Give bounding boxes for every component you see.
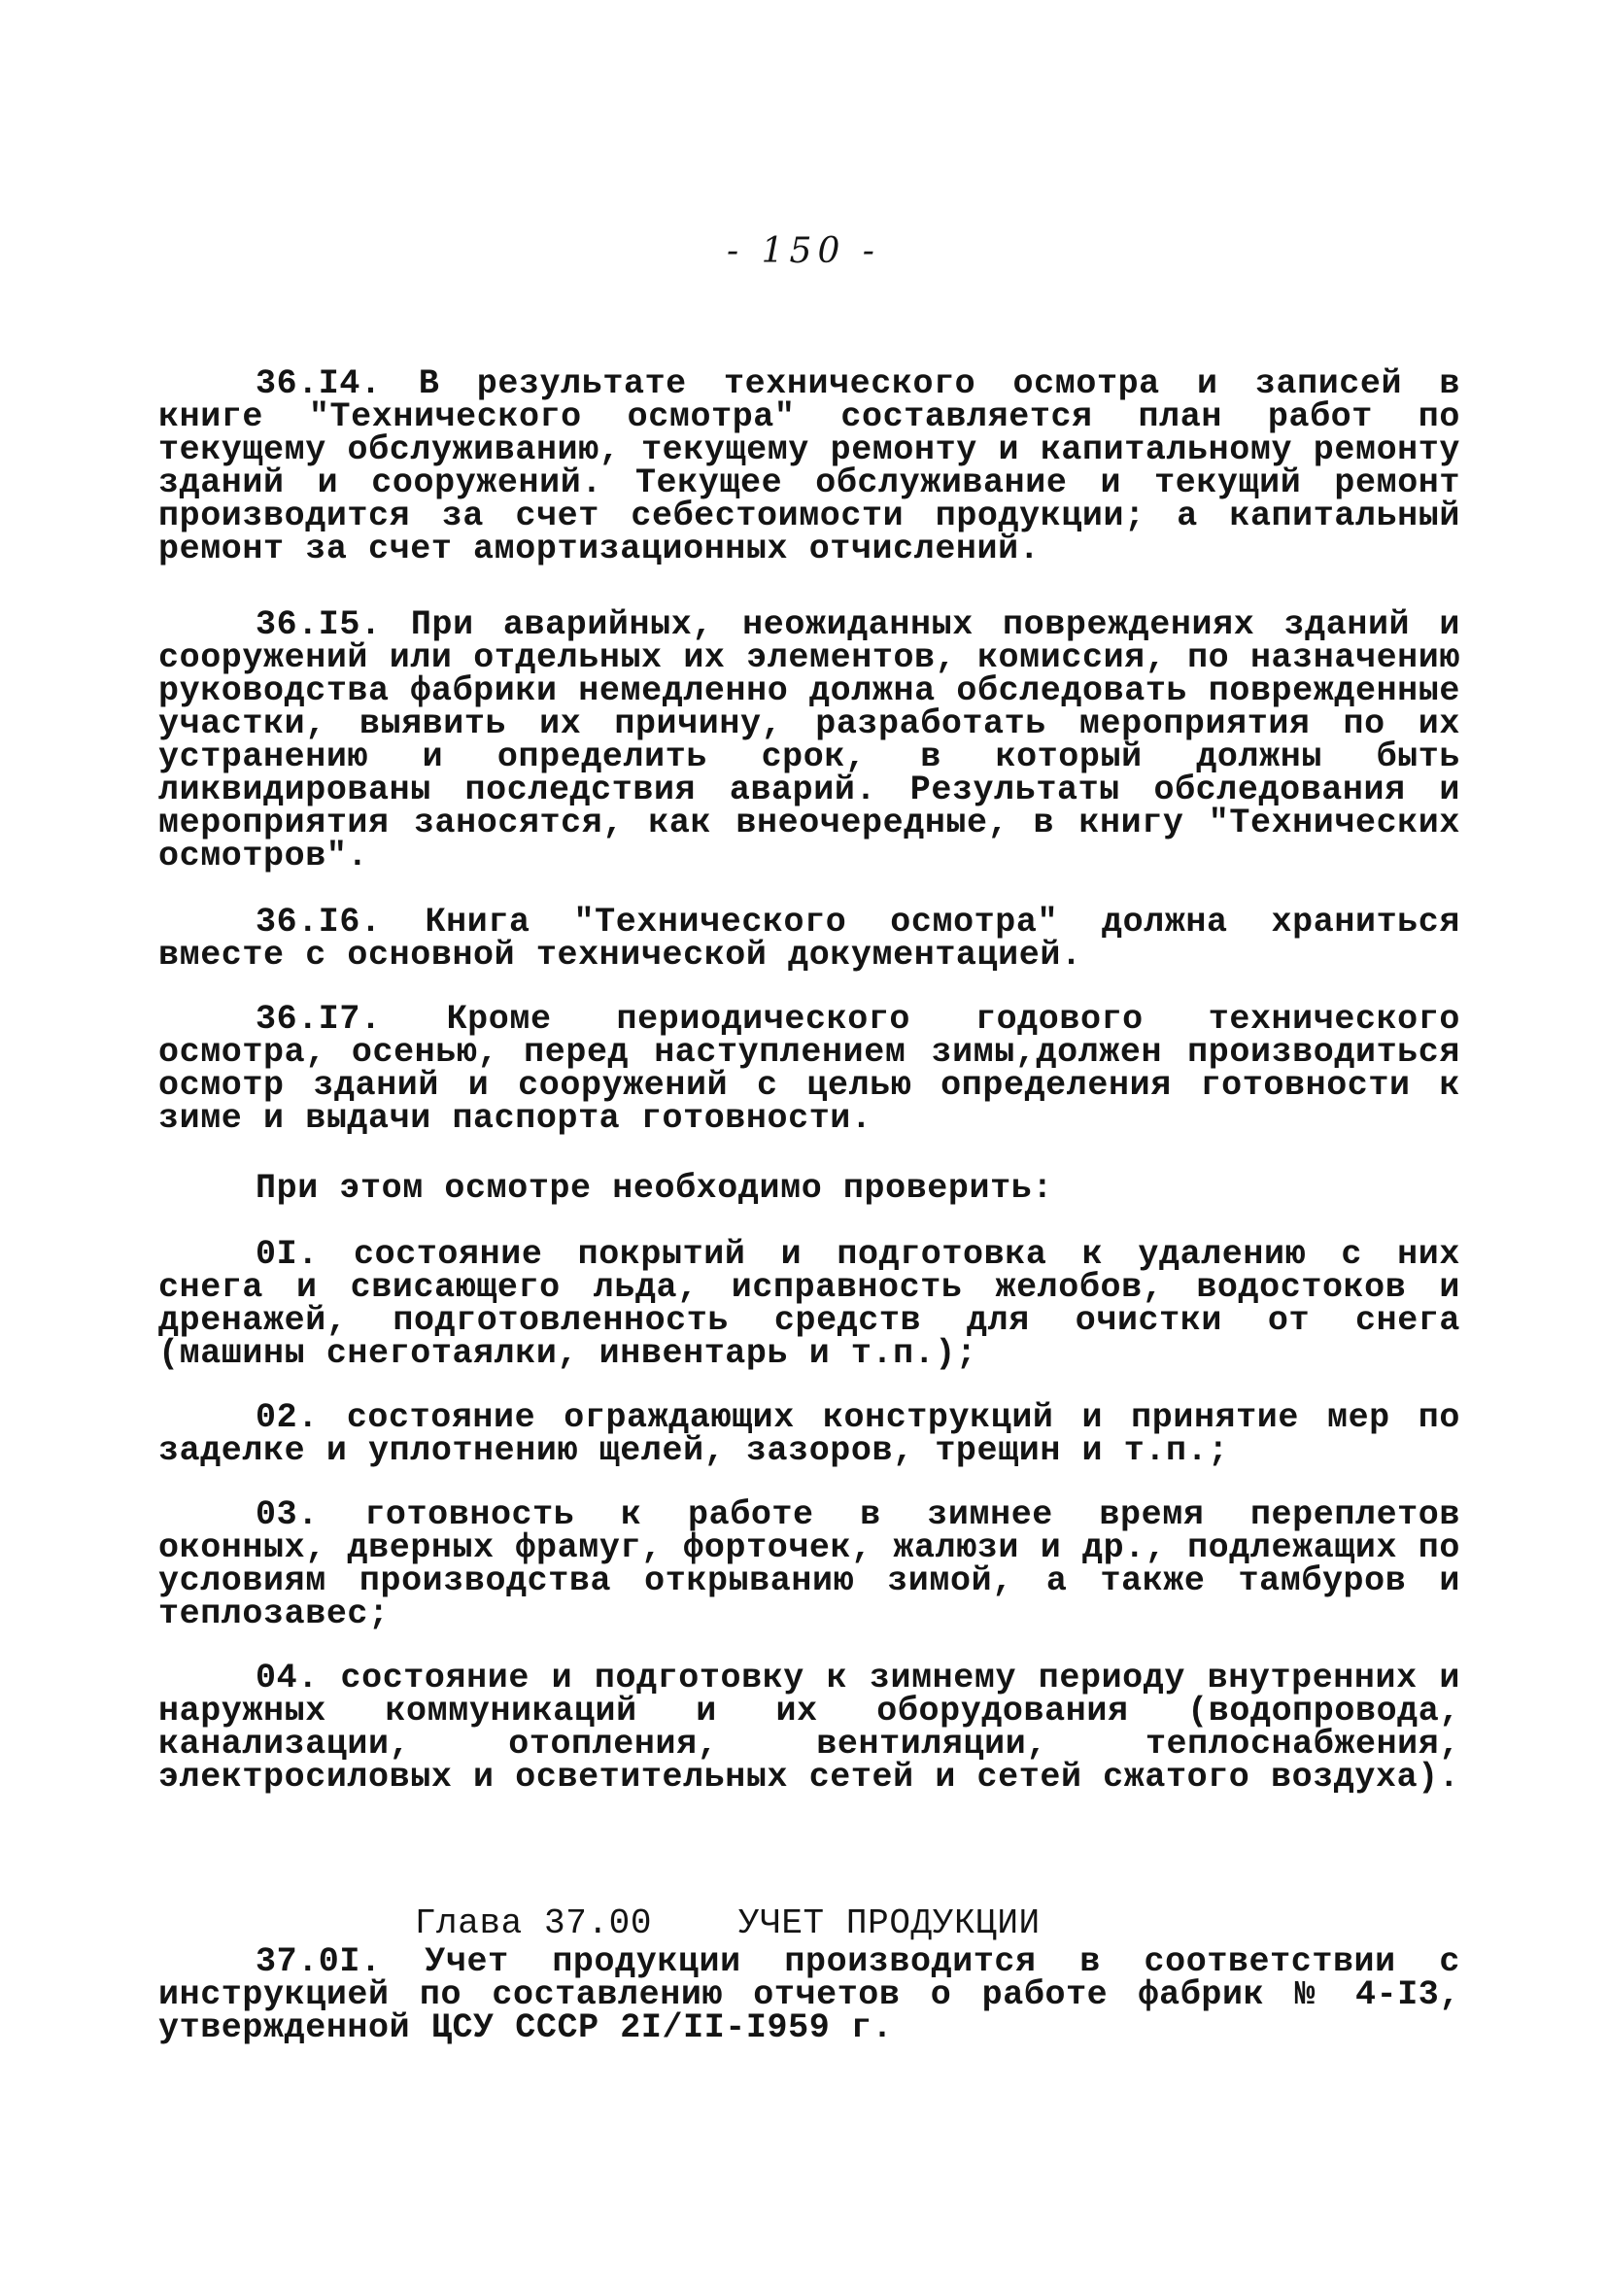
paragraph-36-16: 36.I6. Книга "Технического осмотра" должна храниться вместе с основной технической документацией. <box>158 903 1460 975</box>
paragraph-36-15: 36.I5. При аварийных, неожиданных повреждениях зданий и сооружений или отдельных их элементов, комиссия, по назначению руководства фабрики немедленно должна обследовать поврежденные участки, выявить их причину, разработать мероприятия по их устранению и определить срок, в который должны быть ликвидированы последствия аварий. Результаты обследования и мероприятия заносятся, как внеочередные, в книгу "Технических осмотров". <box>158 605 1460 875</box>
chapter-spacer <box>652 1903 738 1943</box>
chapter-title: УЧЕТ ПРОДУКЦИИ <box>737 1903 1041 1943</box>
list-item-01: 0I. состояние покрытий и подготовка к удалению с них снега и свисающего льда, исправность желобов, водостоков и дренажей, подготовленность средств для очистки от снега (машины снеготаялки, инвентарь и т.п.); <box>158 1235 1460 1373</box>
chapter-number: Глава 37.00 <box>414 1903 653 1943</box>
paragraph-37-01: 37.0I. Учет продукции производится в соответствии с инструкцией по составлению отчетов о работе фабрик № 4-I3, утвержденной ЦСУ СССР 2I/II-I959 г. <box>158 1942 1460 2047</box>
list-item-04: 04. состояние и подготовку к зимнему периоду внутренних и наружных коммуникаций и их оборудования (водопровода, канализации, отопления, вентиляции, теплоснабжения, электросиловых и осветительных сетей и сетей сжатого воздуха). <box>158 1659 1460 1797</box>
paragraph-36-17: 36.I7. Кроме периодического годового технического осмотра, осенью, перед наступлением зимы,должен производиться осмотр зданий и сооружений с целью определения готовности к зиме и выдачи паспорта готовности. <box>158 1000 1460 1138</box>
paragraph-36-14: 36.I4. В результате технического осмотра и записей в книге "Технического осмотра" составляется план работ по текущему обслуживанию, текущему ремонту и капитальному ремонту зданий и сооружений. Текущее обслуживание и текущий ремонт производится за счет себестоимости продукции; а капитальный ремонт за счет амортизационных отчислений. <box>158 364 1460 568</box>
page-number: - 150 - <box>727 231 880 271</box>
list-item-03: 03. готовность к работе в зимнее время переплетов оконных, дверных фрамуг, форточек, жалюзи и др., подлежащих по условиям производства открыванию зимой, а также тамбуров и теплозавес; <box>158 1495 1460 1633</box>
list-item-02: 02. состояние ограждающих конструкций и принятие мер по заделке и уплотнению щелей, зазоров, трещин и т.п.; <box>158 1398 1460 1470</box>
paragraph-check-intro: При этом осмотре необходимо проверить: <box>256 1169 1053 1208</box>
